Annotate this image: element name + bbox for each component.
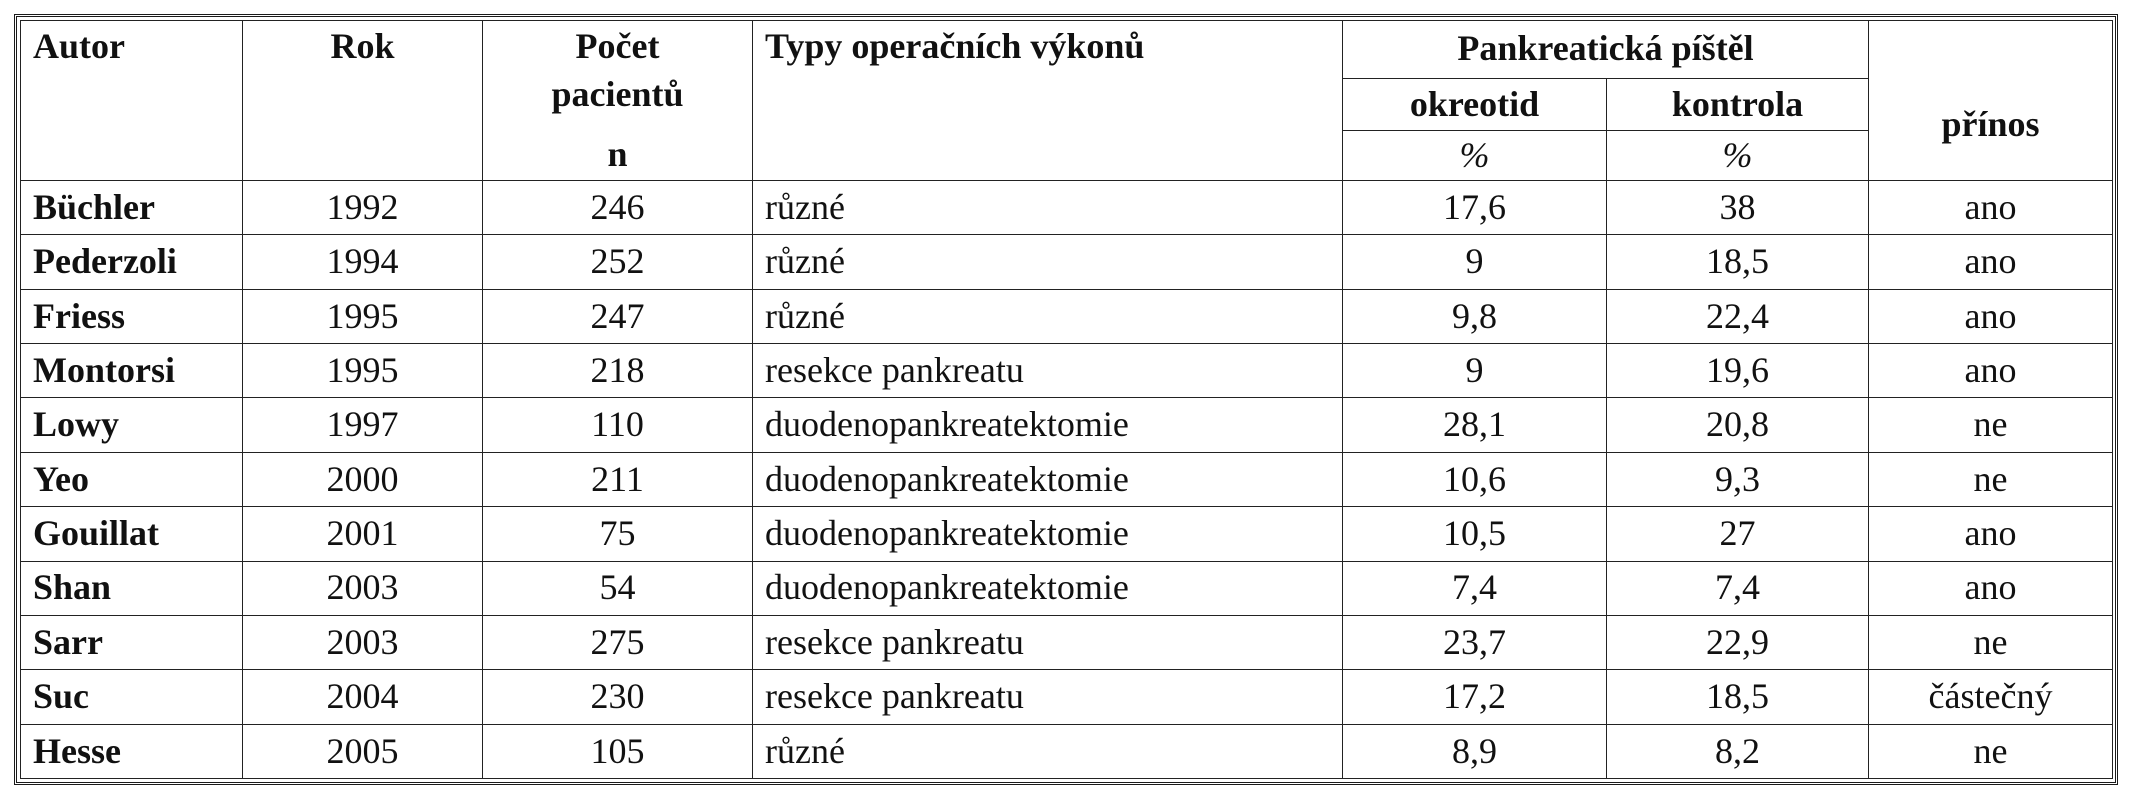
header-control: kontrola [1607, 79, 1869, 131]
cell-author: Montorsi [21, 344, 243, 398]
octreotide-studies-table [20, 20, 2113, 779]
cell-control: 38 [1607, 181, 1869, 235]
cell-control: 27 [1607, 507, 1869, 561]
header-octreotide: okreotid [1343, 79, 1607, 131]
cell-octreotide: 9 [1343, 235, 1607, 289]
cell-patients: 246 [483, 181, 753, 235]
cell-octreotide: 9,8 [1343, 289, 1607, 343]
cell-procedure: duodenopankreatektomie [753, 398, 1343, 452]
cell-benefit: ne [1869, 398, 2113, 452]
header-benefit-label: přínos [1941, 103, 2040, 144]
cell-patients: 275 [483, 615, 753, 669]
cell-author: Sarr [21, 615, 243, 669]
cell-patients: 247 [483, 289, 753, 343]
cell-patients: 105 [483, 724, 753, 778]
cell-octreotide: 8,9 [1343, 724, 1607, 778]
cell-procedure: resekce pankreatu [753, 344, 1343, 398]
cell-procedure: různé [753, 289, 1343, 343]
cell-control: 18,5 [1607, 670, 1869, 724]
header-patients-line2: pacientů [551, 73, 684, 114]
header-year-empty [243, 131, 483, 181]
cell-year: 1995 [243, 289, 483, 343]
cell-control: 18,5 [1607, 235, 1869, 289]
cell-year: 1994 [243, 235, 483, 289]
cell-author: Pederzoli [21, 235, 243, 289]
cell-year: 2000 [243, 452, 483, 506]
cell-benefit: částečný [1869, 670, 2113, 724]
header-procedures: Typy operačních výkonů [753, 21, 1343, 131]
cell-benefit: ano [1869, 344, 2113, 398]
table-row [21, 181, 2113, 235]
cell-patients: 75 [483, 507, 753, 561]
cell-author: Gouillat [21, 507, 243, 561]
cell-octreotide: 23,7 [1343, 615, 1607, 669]
table-row [21, 452, 2113, 506]
cell-procedure: různé [753, 724, 1343, 778]
cell-year: 2003 [243, 561, 483, 615]
cell-benefit: ne [1869, 724, 2113, 778]
cell-octreotide: 17,2 [1343, 670, 1607, 724]
header-author-empty [21, 131, 243, 181]
header-octreotide-unit: % [1343, 131, 1607, 181]
cell-benefit: ano [1869, 181, 2113, 235]
table-row [21, 235, 2113, 289]
cell-author: Suc [21, 670, 243, 724]
cell-year: 2005 [243, 724, 483, 778]
table-row [21, 289, 2113, 343]
cell-author: Shan [21, 561, 243, 615]
cell-control: 9,3 [1607, 452, 1869, 506]
table-row [21, 344, 2113, 398]
cell-year: 1995 [243, 344, 483, 398]
cell-author: Friess [21, 289, 243, 343]
header-control-unit: % [1607, 131, 1869, 181]
cell-octreotide: 7,4 [1343, 561, 1607, 615]
cell-benefit: ano [1869, 507, 2113, 561]
cell-author: Büchler [21, 181, 243, 235]
cell-year: 1997 [243, 398, 483, 452]
header-patients-unit: n [483, 131, 753, 181]
table-row [21, 670, 2113, 724]
table-row [21, 724, 2113, 778]
cell-benefit: ano [1869, 561, 2113, 615]
cell-control: 20,8 [1607, 398, 1869, 452]
cell-benefit: ano [1869, 235, 2113, 289]
cell-octreotide: 28,1 [1343, 398, 1607, 452]
cell-control: 8,2 [1607, 724, 1869, 778]
cell-control: 7,4 [1607, 561, 1869, 615]
cell-procedure: různé [753, 235, 1343, 289]
cell-year: 1992 [243, 181, 483, 235]
cell-procedure: duodenopankreatektomie [753, 452, 1343, 506]
cell-octreotide: 17,6 [1343, 181, 1607, 235]
cell-year: 2004 [243, 670, 483, 724]
header-row-3 [21, 131, 2113, 181]
cell-patients: 54 [483, 561, 753, 615]
header-patients [483, 21, 753, 131]
cell-benefit: ne [1869, 452, 2113, 506]
table-row [21, 398, 2113, 452]
cell-benefit: ne [1869, 615, 2113, 669]
header-author: Autor [21, 21, 243, 131]
table-row [21, 615, 2113, 669]
cell-patients: 110 [483, 398, 753, 452]
cell-procedure: různé [753, 181, 1343, 235]
header-procedures-empty [753, 131, 1343, 181]
header-patients-line1: Počet [575, 26, 660, 66]
cell-patients: 252 [483, 235, 753, 289]
cell-octreotide: 9 [1343, 344, 1607, 398]
cell-control: 19,6 [1607, 344, 1869, 398]
cell-procedure: duodenopankreatektomie [753, 507, 1343, 561]
header-year: Rok [243, 21, 483, 131]
cell-octreotide: 10,6 [1343, 452, 1607, 506]
cell-author: Lowy [21, 398, 243, 452]
cell-procedure: resekce pankreatu [753, 615, 1343, 669]
cell-control: 22,9 [1607, 615, 1869, 669]
cell-patients: 218 [483, 344, 753, 398]
cell-octreotide: 10,5 [1343, 507, 1607, 561]
cell-author: Hesse [21, 724, 243, 778]
table-row [21, 507, 2113, 561]
header-pancreatic-fistula: Pankreatická píštěl [1343, 21, 1869, 79]
cell-control: 22,4 [1607, 289, 1869, 343]
cell-procedure: resekce pankreatu [753, 670, 1343, 724]
cell-year: 2001 [243, 507, 483, 561]
header-benefit [1869, 103, 2113, 181]
cell-year: 2003 [243, 615, 483, 669]
cell-procedure: duodenopankreatektomie [753, 561, 1343, 615]
header-row-1 [21, 21, 2113, 79]
cell-benefit: ano [1869, 289, 2113, 343]
cell-patients: 230 [483, 670, 753, 724]
cell-patients: 211 [483, 452, 753, 506]
table-row [21, 561, 2113, 615]
cell-author: Yeo [21, 452, 243, 506]
